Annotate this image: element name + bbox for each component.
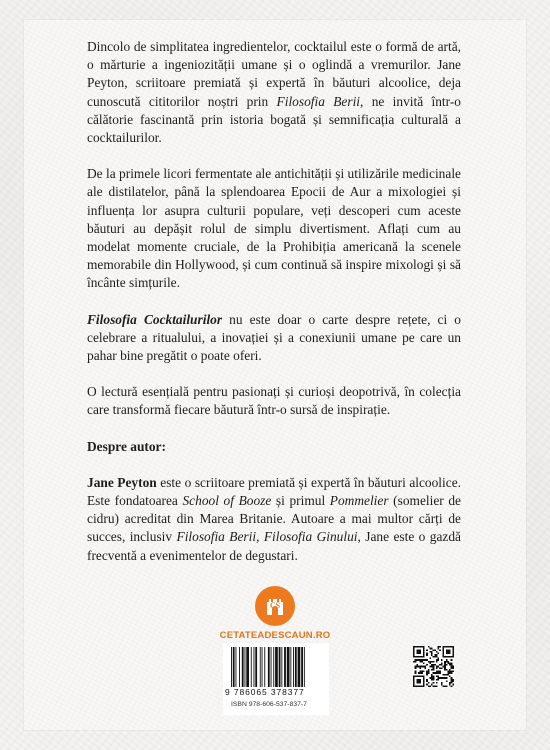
about-text-3: (somelier de cidru) acreditat din Marea Britanie. Autoare a mai multor cărți de succes, inclusiv xyxy=(87,493,461,545)
about-text-2: și primul xyxy=(271,493,330,509)
about-author xyxy=(87,474,461,565)
about-text-5: , Jane este o gazdă frecventă a evenimentelor de degustari. xyxy=(87,529,462,563)
publisher-logo xyxy=(0,586,550,641)
paragraph-3 xyxy=(87,311,461,366)
author-name: Jane Peyton xyxy=(87,474,157,490)
paragraph-3-rest: nu este doar o carte despre rețete, ci o celebrare a ritualului, a inovației și a conexiunii umane pe care un pahar bine pregătit o poate oferi. xyxy=(87,311,461,364)
paragraph-1-end: , ne invită într-o călătorie fascinantă prin istoria bogată și semnificația culturală a cocktailurilor. xyxy=(87,93,461,146)
qr-code-icon xyxy=(413,646,454,687)
school-of-booze: School of Booze xyxy=(182,493,272,509)
book-title-berii: Filosofia Berii xyxy=(276,93,361,109)
isbn: ISBN 978-606-537-837-7 xyxy=(231,701,307,708)
about-text-1: este o scriitoare premiată și expertă în băuturi alcoolice. Este fondatoarea xyxy=(87,474,461,509)
paragraph-4: O lectură esențială pentru pasionați și curioși deopotrivă, în colecția care transformă fiecare băutură într-o sursă de inspirație. xyxy=(87,384,461,418)
castle-icon xyxy=(255,586,295,626)
paragraph-2: De la primele licori fermentate ale antichității și utilizările medicinale ale distilatelor, până la splendoarea Epocii de Aur a mixologiei și influența lor asupra culturii populare, veți descoperi cum aceste băuturi au depășit rolul de simplu divertisment. Aflați cum au modelat momente cruciale, de la Prohibiția americană la scenele memorabile din Hollywood, și cum continuă să inspire mixologi și să încânte simțurile. xyxy=(87,166,461,291)
paragraph-1-start: Dincolo de simplitatea ingredientelor, cocktailul este o formă de artă, o mărturie a ingeniozității umane și o oglindă a vremurilor. Jane Peyton, scriitoare premiată și expertă în băuturi alcoolice, deja cunoscută cititorilor noștri prin xyxy=(87,39,461,109)
pommelier: Pommelier xyxy=(329,493,389,509)
title-filosofia-berii: Filosofia Berii xyxy=(176,529,257,545)
about-heading: Despre autor: xyxy=(87,438,166,454)
barcode xyxy=(223,643,329,715)
barcode-bars-icon xyxy=(231,647,325,687)
paragraph-1 xyxy=(87,38,461,147)
svg-text:CS: CS xyxy=(269,601,281,610)
blurb-text xyxy=(87,38,461,583)
publisher-name: CETATEADESCAUN.RO xyxy=(219,630,331,641)
about-text-4: , xyxy=(256,529,264,545)
barcode-digits: 9 786065 378377 xyxy=(225,687,305,697)
title-filosofia-ginului: Filosofia Ginului xyxy=(263,529,358,545)
book-title: Filosofia Cocktailurilor xyxy=(87,311,223,327)
